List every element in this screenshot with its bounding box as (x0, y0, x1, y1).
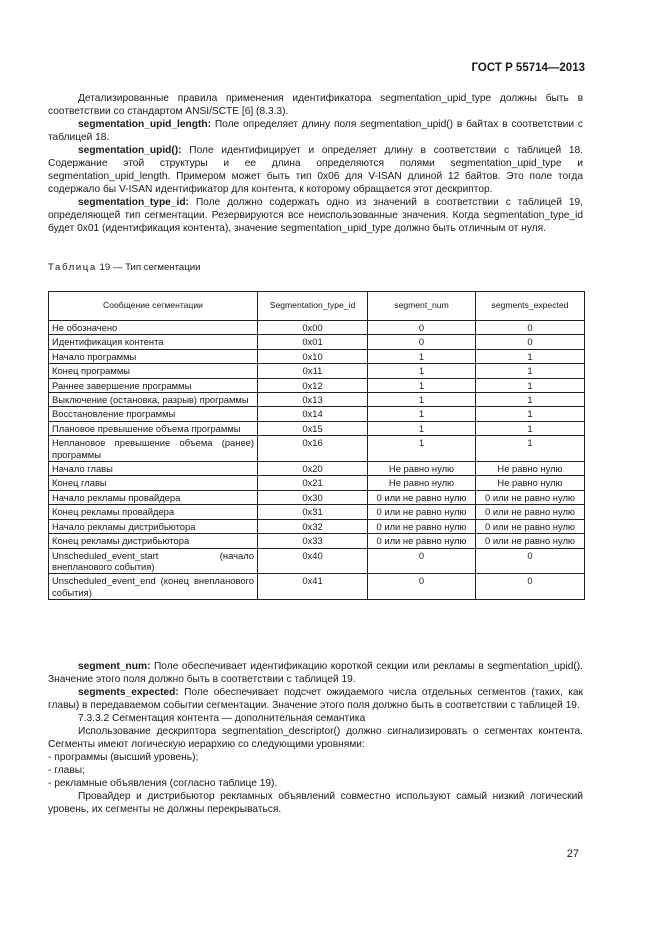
table-cell: 0 или не равно нулю (368, 534, 476, 548)
table-cell: 0 или не равно нулю (476, 519, 585, 533)
term-label: segmentation_upid(): (78, 145, 182, 156)
table-cell: 1 (368, 407, 476, 421)
table-cell: Не равно нулю (368, 462, 476, 476)
paragraph-usage: Использование дескриптора segmentation_descriptor() должно сигнализировать о сегментах контента. Сегменты имеют логическую иерархию со следующими уровнями: (48, 726, 583, 750)
table-row (49, 519, 585, 533)
table-cell: 1 (368, 378, 476, 392)
table-cell: Не обозначено (49, 321, 258, 335)
paragraph-upid-type: Детализированные правила применения идентификатора segmentation_upid_type должны быть в соответствии со стандартом ANSI/SCTE [6] (8.3.3). (48, 93, 583, 117)
table-cell: 0x10 (258, 349, 368, 363)
table-cell: 1 (476, 436, 585, 462)
table-cell: 1 (476, 378, 585, 392)
table-cell: 1 (476, 349, 585, 363)
table-cell: Плановое превышение объема программы (49, 421, 258, 435)
table-header-row (49, 292, 585, 321)
table-cell: Начало рекламы дистрибьютора (49, 519, 258, 533)
table-cell: 0 (476, 335, 585, 349)
intro-section (48, 92, 583, 235)
table-row (49, 378, 585, 392)
table-cell: 0x21 (258, 476, 368, 490)
table-cell: Конец программы (49, 364, 258, 378)
table-row (49, 364, 585, 378)
table-cell: 0x12 (258, 378, 368, 392)
table-row (49, 534, 585, 548)
table-cell: 0x01 (258, 335, 368, 349)
table-cell: 1 (368, 436, 476, 462)
table-cell: Не равно нулю (476, 476, 585, 490)
table-cell: 0 (368, 335, 476, 349)
table-caption: Таблица 19 — Тип сегментации (48, 262, 201, 273)
table-cell: 1 (368, 364, 476, 378)
table-cell: Начало программы (49, 349, 258, 363)
table-cell: Unscheduled_event_end (конец внепланового события) (49, 574, 258, 600)
table-cell: Выключение (остановка, разрыв) программы (49, 393, 258, 407)
table-cell: 0x16 (258, 436, 368, 462)
table-cell: 0x14 (258, 407, 368, 421)
table-cell: 0x11 (258, 364, 368, 378)
table-cell: Неплановое превышение объема (ранее) программы (49, 436, 258, 462)
table-row (49, 505, 585, 519)
table-row (49, 393, 585, 407)
paragraph-segments-expected: segments_expected: Поле обеспечивает подсчет ожидаемого числа отдельных сегментов (таких, как главы) в передаваемом событии сегментации. Значение этого поля должно быть в соответствии с таблицей 19. (48, 687, 583, 711)
table-cell: 0 или не равно нулю (368, 519, 476, 533)
table-cell: 0x32 (258, 519, 368, 533)
table-cell: Не равно нулю (368, 476, 476, 490)
term-label: segmentation_upid_length: (78, 119, 212, 130)
table-cell: 1 (368, 349, 476, 363)
table-cell: Начало рекламы провайдера (49, 490, 258, 504)
table-cell: Идентификация контента (49, 335, 258, 349)
table-cell: Конец рекламы дистрибьютора (49, 534, 258, 548)
paragraph-upid-length: segmentation_upid_length: Поле определяет длину поля segmentation_upid() в байтах в соответствии с таблицей 18. (48, 119, 583, 143)
table-row (49, 490, 585, 504)
table-cell: 1 (476, 364, 585, 378)
table-row (49, 476, 585, 490)
term-label: segments_expected: (78, 687, 179, 698)
table-cell: 0 или не равно нулю (368, 505, 476, 519)
table-cell: Конец рекламы провайдера (49, 505, 258, 519)
table-cell: 1 (368, 421, 476, 435)
table-cell: 0 или не равно нулю (476, 490, 585, 504)
table-cell: 1 (476, 407, 585, 421)
table-cell: Не равно нулю (476, 462, 585, 476)
table-row (49, 548, 585, 574)
table-cell: 0 или не равно нулю (476, 505, 585, 519)
table-cell: Конец главы (49, 476, 258, 490)
table-row (49, 321, 585, 335)
paragraph-type-id: segmentation_type_id: Поле должно содержать одно из значений в соответствии с таблицей 19, определяющей тип сегментации. Резервируются все неиспользованные значения. Когда segmentation_type_id будет 0x01 (идентификация контента), значение segmentation_upid_type должно быть отличным от нуля. (48, 197, 583, 234)
after-section (48, 660, 583, 816)
document-header: ГОСТ Р 55714—2013 (471, 62, 585, 74)
table-row (49, 574, 585, 600)
table-row (49, 462, 585, 476)
table-cell: 0x00 (258, 321, 368, 335)
table-cell: 0 или не равно нулю (368, 490, 476, 504)
table-cell: 0x30 (258, 490, 368, 504)
table-cell: 1 (476, 421, 585, 435)
table-row (49, 349, 585, 363)
table-cell: 0 (476, 548, 585, 574)
table-cell: Раннее завершение программы (49, 378, 258, 392)
section-heading: 7.3.3.2 Сегментация контента — дополнительная семантика (78, 713, 366, 724)
list-item: - рекламные объявления (согласно таблице 19). (48, 778, 278, 789)
table-cell: 0x33 (258, 534, 368, 548)
table-cell: 0x41 (258, 574, 368, 600)
term-label: segmentation_type_id: (78, 197, 189, 208)
table-cell: 0x20 (258, 462, 368, 476)
table-cell: Начало главы (49, 462, 258, 476)
column-header: Сообщение сегментации (49, 292, 258, 321)
table-cell: 0x40 (258, 548, 368, 574)
table-row (49, 335, 585, 349)
term-label: segment_num: (78, 661, 151, 672)
table-cell: 0 (476, 574, 585, 600)
table-cell: 0 или не равно нулю (476, 534, 585, 548)
paragraph-segment-num: segment_num: Поле обеспечивает идентификацию короткой секции или рекламы в segmentation_upid(). Значение этого поля должно быть в соответствии с таблицей 19. (48, 661, 583, 685)
list-item: - главы; (48, 765, 85, 776)
page-number: 27 (566, 848, 579, 860)
table-cell: 0x13 (258, 393, 368, 407)
paragraph-closing: Провайдер и дистрибьютор рекламных объявлений совместно используют самый низкий логический уровень, их сегменты не должны перекрываться. (48, 791, 583, 815)
paragraph-upid: segmentation_upid(): Поле идентифицирует и определяет длину в соответствии с таблицей 18. Содержание этой структуры и ее длина определяются полями segmentation_upid_type и segmentation_upid_length. Примером может быть тип 0x06 для V-ISAN длиной 12 байтов. Это поле тогда содержало бы V-ISAN идентификатор для контента, к которому обращается этот дескриптор. (48, 145, 583, 195)
table-row (49, 407, 585, 421)
table-cell: Восстановление программы (49, 407, 258, 421)
table-row (49, 436, 585, 462)
table-cell: 0x31 (258, 505, 368, 519)
segmentation-type-table (48, 291, 585, 600)
table-cell: 0x15 (258, 421, 368, 435)
table-cell: 0 (368, 574, 476, 600)
column-header: Segmentation_type_id (258, 292, 368, 321)
table-cell: 0 (368, 548, 476, 574)
table-cell: 0 (368, 321, 476, 335)
column-header: segments_expected (476, 292, 585, 321)
table-cell: 1 (476, 393, 585, 407)
table-row (49, 421, 585, 435)
table-cell: 1 (368, 393, 476, 407)
table-cell: 0 (476, 321, 585, 335)
column-header: segment_num (368, 292, 476, 321)
table-cell: Unscheduled_event_start (начало внепланового события) (49, 548, 258, 574)
list-item: - программы (высший уровень); (48, 752, 199, 763)
